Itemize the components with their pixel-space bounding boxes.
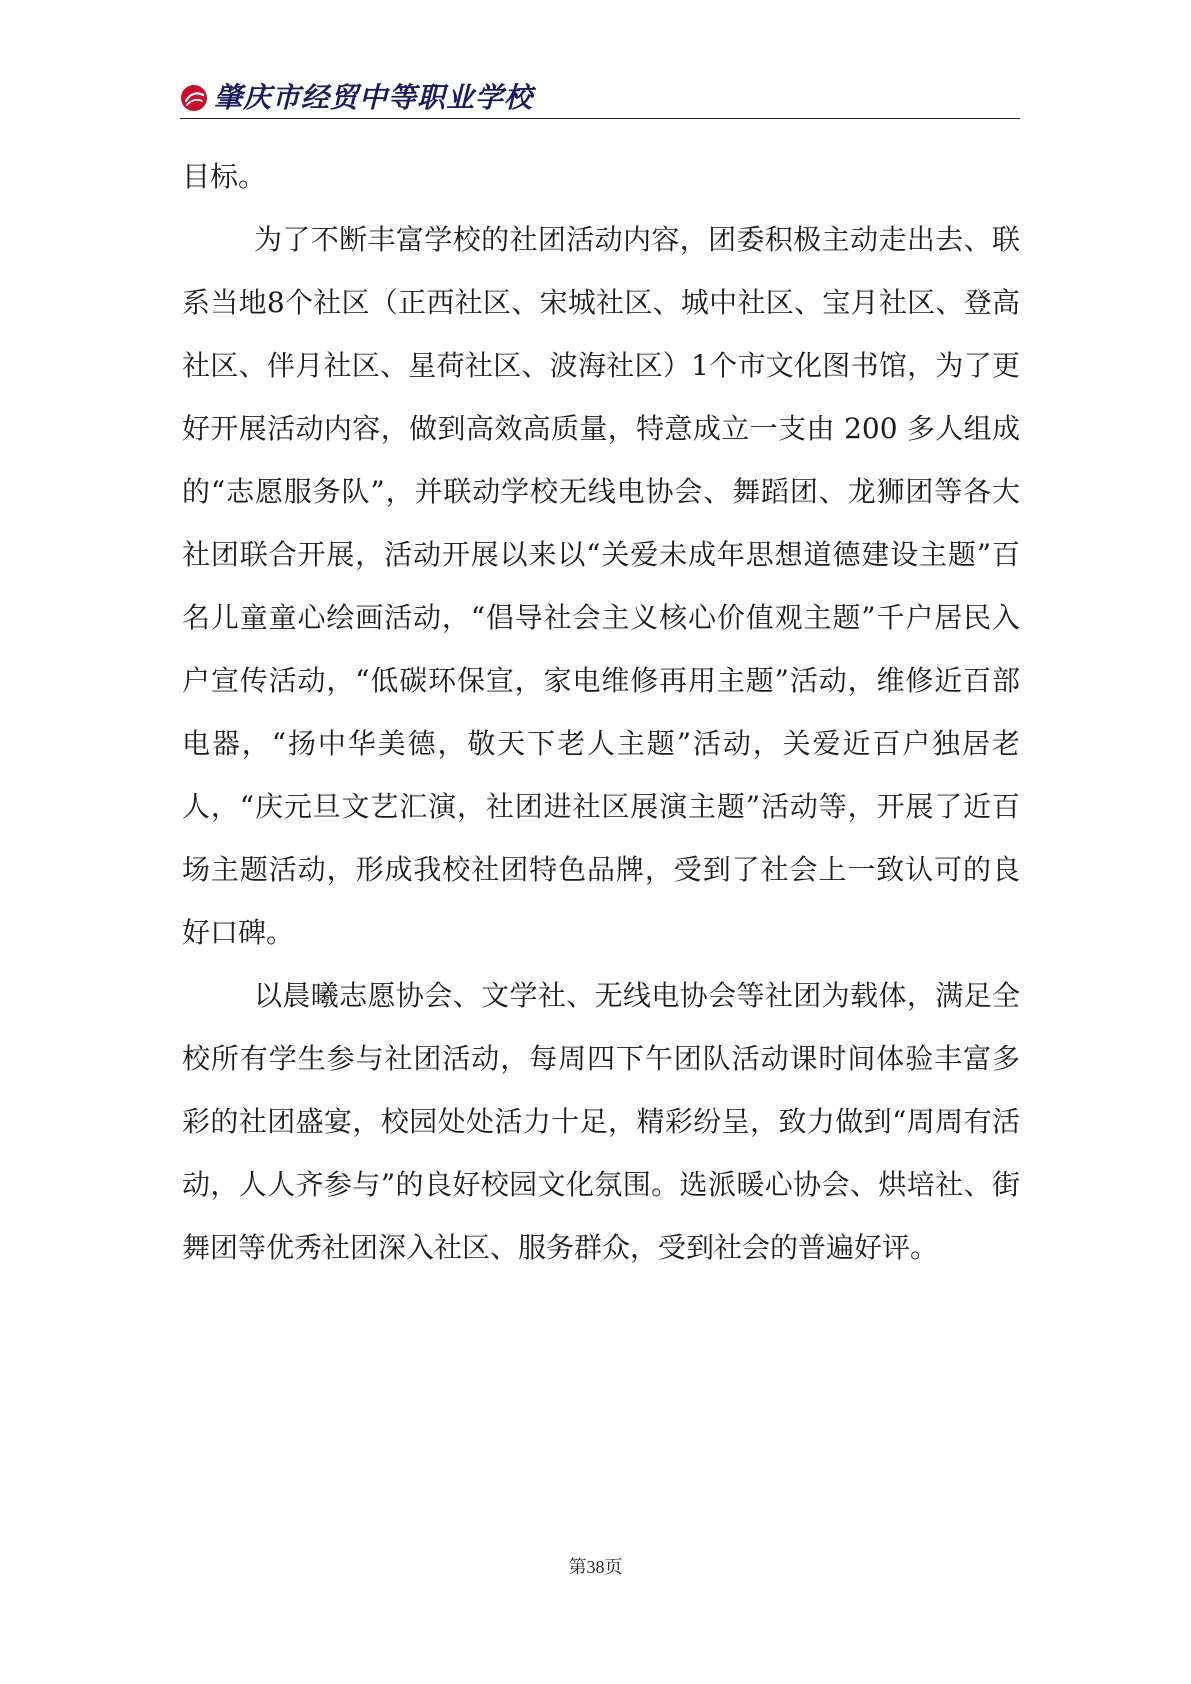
paragraph-community-activities: 为了不断丰富学校的社团活动内容，团委积极主动走出去、联系当地8个社区（正西社区、宋城社区、城中社区、宝月社区、登高社区、伴月社区、星荷社区、波海社区）1个市文化图书馆，为了更好开展活动内容，做到高效高质量，特意成立一支由 200 多人组成的“志愿服务队”，并联动学校无线电协会、舞蹈团、龙狮团等各大社团联合开展，活动开展以来以“关爱未成年思想道德建设主题”百名儿童童心绘画活动，“倡导社会主义核心价值观主题”千户居民入户宣传活动，“低碳环保宣，家电维修再用主题”活动，维修近百部电器，“扬中华美德，敬天下老人主题”活动，关爱近百户独居老人，“庆元旦文艺汇演，社团进社区展演主题”活动等，开展了近百场主题活动，形成我校社团特色品牌，受到了社会上一致认可的良好口碑。	[182, 223, 1020, 949]
paragraph-continuation: 目标。	[182, 160, 267, 193]
document-body	[182, 145, 1020, 1279]
page-number: 第38页	[568, 1557, 623, 1577]
paragraph-club-platform: 以晨曦志愿协会、文学社、无线电协会等社团为载体，满足全校所有学生参与社团活动，每周四下午团队活动课时间体验丰富多彩的社团盛宴，校园处处活力十足，精彩纷呈，致力做到“周周有活动，人人齐参与”的良好校园文化氛围。选派暖心协会、烘培社、街舞团等优秀社团深入社区、服务群众，受到社会的普遍好评。	[182, 979, 1020, 1264]
school-name: 肇庆市经贸中等职业学校	[214, 81, 534, 114]
school-logo-icon	[180, 84, 208, 112]
page-header	[180, 80, 1020, 120]
header-divider	[180, 118, 1020, 119]
